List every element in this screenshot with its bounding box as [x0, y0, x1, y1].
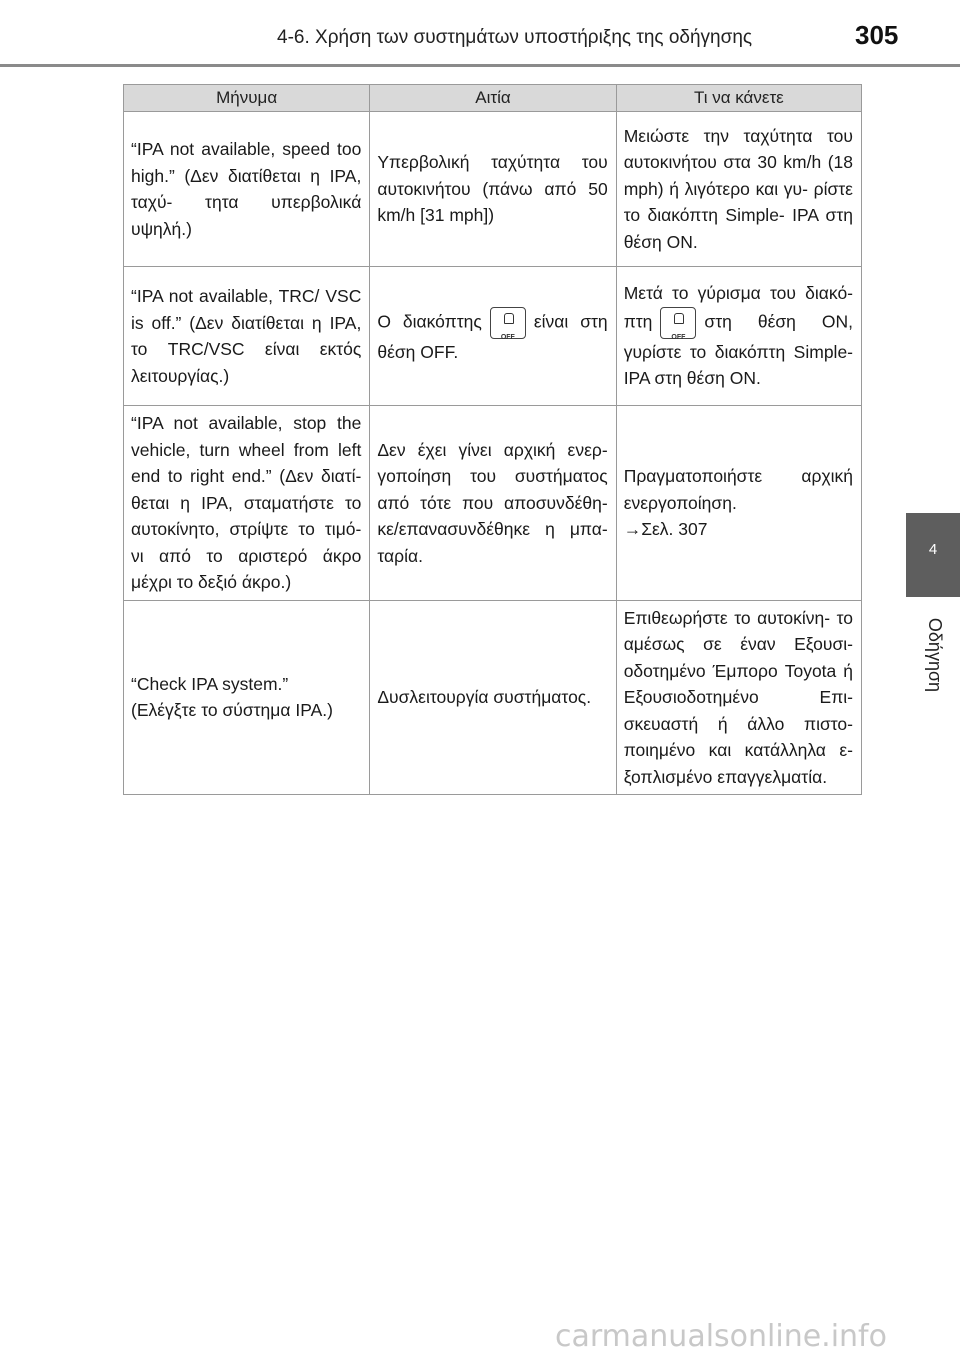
action-cell: Επιθεωρήστε το αυτοκίνη- το αμέσως σε έναν Εξουσι- οδοτημένο Έμπορο Toyota ή Εξουσιοδοτημένο Επι- σκευαστή ή άλλο πιστο- ποιημένο και κατάλληλα ε- ξοπλισμένο επαγγελματία. [616, 600, 861, 795]
action-text: Πραγματοποιήστε αρχική ενεργοποίηση. [623, 466, 853, 513]
chapter-label: Οδήγηση [925, 617, 945, 693]
table-row [124, 600, 862, 795]
chapter-number: 4 [928, 541, 938, 558]
action-cell [616, 267, 861, 406]
action-cell: Μειώστε την ταχύτητα του αυτοκινήτου στα 30 km/h (18 mph) ή λιγότερο και γυ- ρίστε το διακόπτη Simple- IPA στη θέση ON. [616, 112, 861, 267]
vsc-off-switch-icon: OFF [490, 307, 526, 339]
table-header-row [124, 85, 862, 112]
cause-cell: Δεν έχει γίνει αρχική ενερ- γοποίηση του συστήματος από τότε που αποσυνδέθη- κε/επανασυνδέθηκε η μπα- ταρία. [370, 406, 616, 601]
header-action: Τι να κάνετε [616, 85, 861, 112]
cause-text-after: είναι στη θέση OFF. [377, 311, 608, 362]
section-title: 4-6. Χρήση των συστημάτων υποστήριξης της οδήγησης [277, 27, 753, 48]
action-text-before: Μετά το γύρισμα του διακό- πτη [623, 283, 853, 332]
cause-cell: Υπερβολική ταχύτητα του αυτοκινήτου (πάνω από 50 km/h [31 mph]) [370, 112, 616, 267]
action-cell [616, 406, 861, 601]
action-text-after: στη θέση ON, γυρίστε το διακόπτη Simple-IPA στη θέση ON. [623, 311, 853, 389]
message-cell [124, 600, 370, 795]
page-reference: →Σελ. 307 [623, 519, 708, 539]
cause-cell: Δυσλειτουργία συστήματος. [370, 600, 616, 795]
message-line: “Check IPA system.” [131, 673, 289, 694]
messages-table [123, 84, 862, 795]
vsc-off-switch-icon: OFF [660, 307, 696, 339]
message-cell: “IPA not available, speed too high.” (Δεν διατίθεται η IPA, ταχύ- τητα υπερβολικά υψηλή.) [124, 112, 370, 267]
message-line: (Ελέγξτε το σύστημα IPA.) [131, 700, 333, 721]
header-message: Μήνυμα [124, 85, 370, 112]
cause-cell [370, 267, 616, 406]
message-cell: “IPA not available, TRC/ VSC is off.” (Δεν διατίθεται η IPA, το TRC/VSC είναι εκτός λειτουργίας.) [124, 267, 370, 406]
page-header [0, 0, 960, 66]
table-row [124, 112, 862, 267]
page-number: 305 [855, 20, 899, 50]
watermark: carmanualsonline.info [555, 1319, 887, 1354]
table-row [124, 406, 862, 601]
header-cause: Αιτία [370, 85, 616, 112]
header-divider [0, 64, 960, 67]
table-row [124, 267, 862, 406]
message-cell: “IPA not available, stop the vehicle, turn wheel from left end to right end.” (Δεν διατί- θεται η IPA, σταματήστε το αυτοκίνητο, στρίψτε το τιμό- νι από το αριστερό άκρο μέχρι το δεξιό άκρο.) [124, 406, 370, 601]
cause-text-before: Ο διακόπτης [377, 311, 482, 332]
chapter-tab [906, 513, 960, 597]
